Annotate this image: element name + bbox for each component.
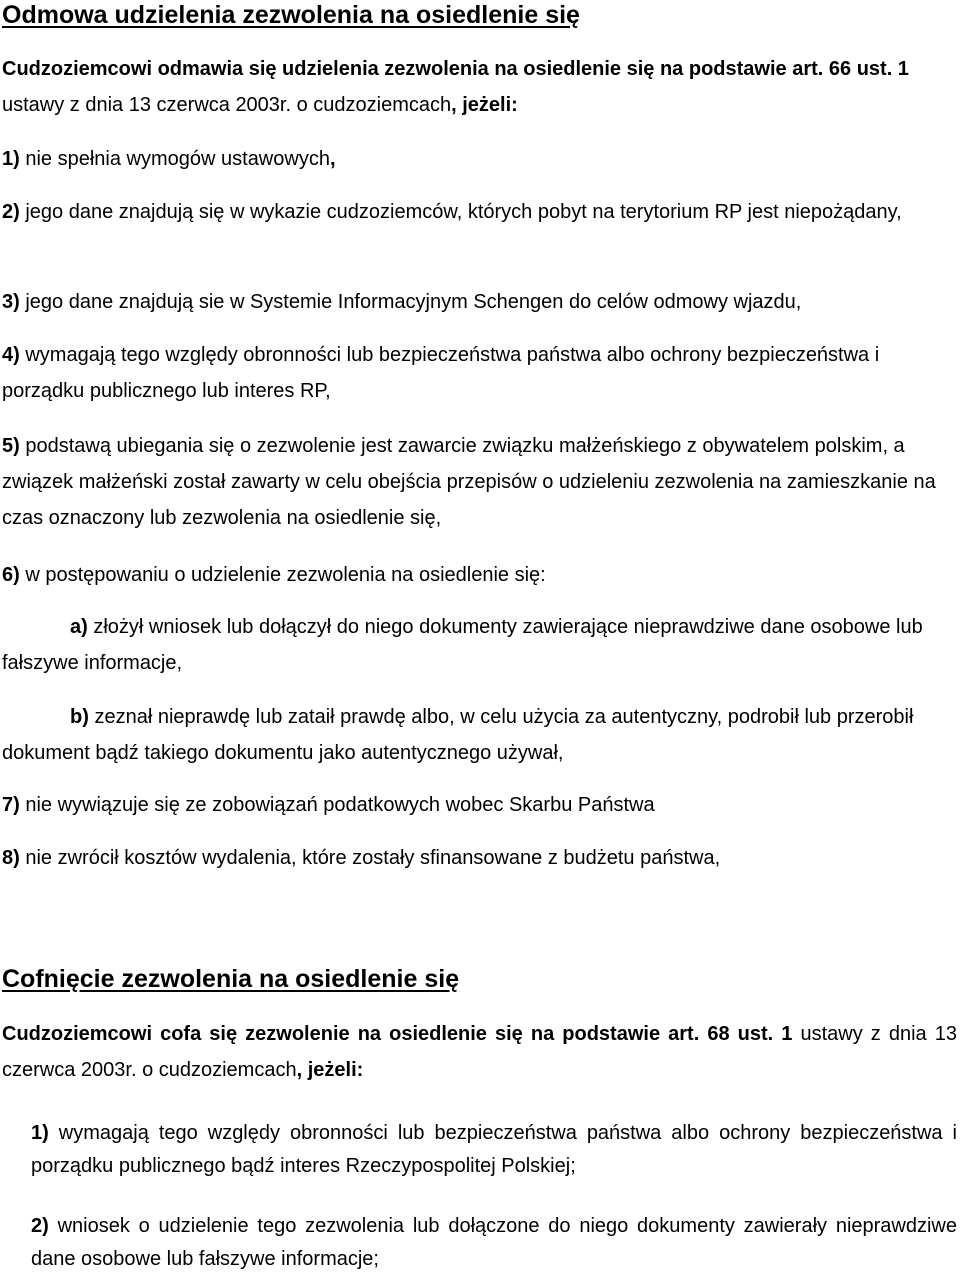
list-item <box>2 428 957 536</box>
item-text: zeznał nieprawdę lub zataił prawdę albo, w celu użycia za autentyczny, podrobił lub przerobił dokument bądź takiego dokumentu jako autentycznego używał, <box>2 706 914 764</box>
item-number: 5) <box>2 435 20 457</box>
list-item <box>2 557 957 593</box>
sub-item <box>2 699 957 771</box>
intro-act-reference: ustawy z dnia 13 czerwca 2003r. o cudzoziemcach <box>2 1023 957 1081</box>
intro-legal-basis: Cudzoziemcowi cofa się zezwolenie na osiedlenie się na podstawie art. 68 ust. 1 <box>2 1023 793 1045</box>
intro-act-reference: ustawy z dnia 13 czerwca 2003r. o cudzoziemcach <box>2 94 452 116</box>
item-number: 3) <box>2 291 20 313</box>
item-text: wniosek o udzielenie tego zezwolenia lub dołączone do niego dokumenty zawierały nieprawdziwe dane osobowe lub fałszywe informacje; <box>31 1215 957 1270</box>
item-tail: , <box>329 148 336 170</box>
item-number: 7) <box>2 794 20 816</box>
item-number: 8) <box>2 847 20 869</box>
list-item <box>2 840 957 876</box>
item-letter: b) <box>70 706 89 728</box>
list-item <box>2 337 957 409</box>
item-text: w postępowaniu o udzielenie zezwolenia na osiedlenie się: <box>19 564 546 586</box>
item-number: 6) <box>2 564 20 586</box>
intro-legal-basis: Cudzoziemcowi odmawia się udzielenia zezwolenia na osiedlenie się na podstawie art. 66 ust. 1 <box>2 58 909 80</box>
item-number: 1) <box>31 1122 49 1144</box>
intro-condition: , jeżeli: <box>451 94 518 116</box>
item-text: wymagają tego względy obronności lub bezpieczeństwa państwa albo ochrony bezpieczeństwa i porządku publicznego bądź interes Rzeczypospolitej Polskiej; <box>31 1122 957 1177</box>
sub-item <box>2 609 957 681</box>
list-item <box>31 1117 957 1183</box>
item-number: 2) <box>2 201 20 223</box>
item-number: 2) <box>31 1215 49 1237</box>
section-intro-revocation <box>2 1016 957 1088</box>
item-letter: a) <box>70 616 88 638</box>
list-item <box>2 284 957 320</box>
list-item <box>31 1210 957 1276</box>
item-number: 4) <box>2 344 20 366</box>
intro-condition: , jeżeli: <box>296 1059 364 1081</box>
item-text: jego dane znajdują sie w Systemie Informacyjnym Schengen do celów odmowy wjazdu, <box>19 291 802 313</box>
item-number: 1) <box>2 148 20 170</box>
item-text: wymagają tego względy obronności lub bezpieczeństwa państwa albo ochrony bezpieczeństwa i porządku publicznego lub interes RP, <box>2 344 880 402</box>
section-title-revocation: Cofnięcie zezwolenia na osiedlenie się <box>2 965 460 993</box>
section-intro-refusal <box>2 51 957 123</box>
list-item <box>2 141 957 177</box>
section-title-refusal: Odmowa udzielenia zezwolenia na osiedlenie się <box>2 1 580 29</box>
list-item <box>2 787 957 823</box>
item-text: złożył wniosek lub dołączył do niego dokumenty zawierające nieprawdziwe dane osobowe lub fałszywe informacje, <box>2 616 923 674</box>
item-text: podstawą ubiegania się o zezwolenie jest zawarcie związku małżeńskiego z obywatelem polskim, a związek małżeński został zawarty w celu obejścia przepisów o udzieleniu zezwolenia na zamieszkanie na czas oznaczony lub zezwolenia na osiedlenie się, <box>2 435 936 529</box>
item-text: nie spełnia wymogów ustawowych <box>19 148 330 170</box>
list-item <box>2 194 957 230</box>
item-text: nie zwrócił kosztów wydalenia, które zostały sfinansowane z budżetu państwa, <box>19 847 721 869</box>
item-text: jego dane znajdują się w wykazie cudzoziemców, których pobyt na terytorium RP jest niepożądany, <box>19 201 902 223</box>
item-text: nie wywiązuje się ze zobowiązań podatkowych wobec Skarbu Państwa <box>19 794 655 816</box>
